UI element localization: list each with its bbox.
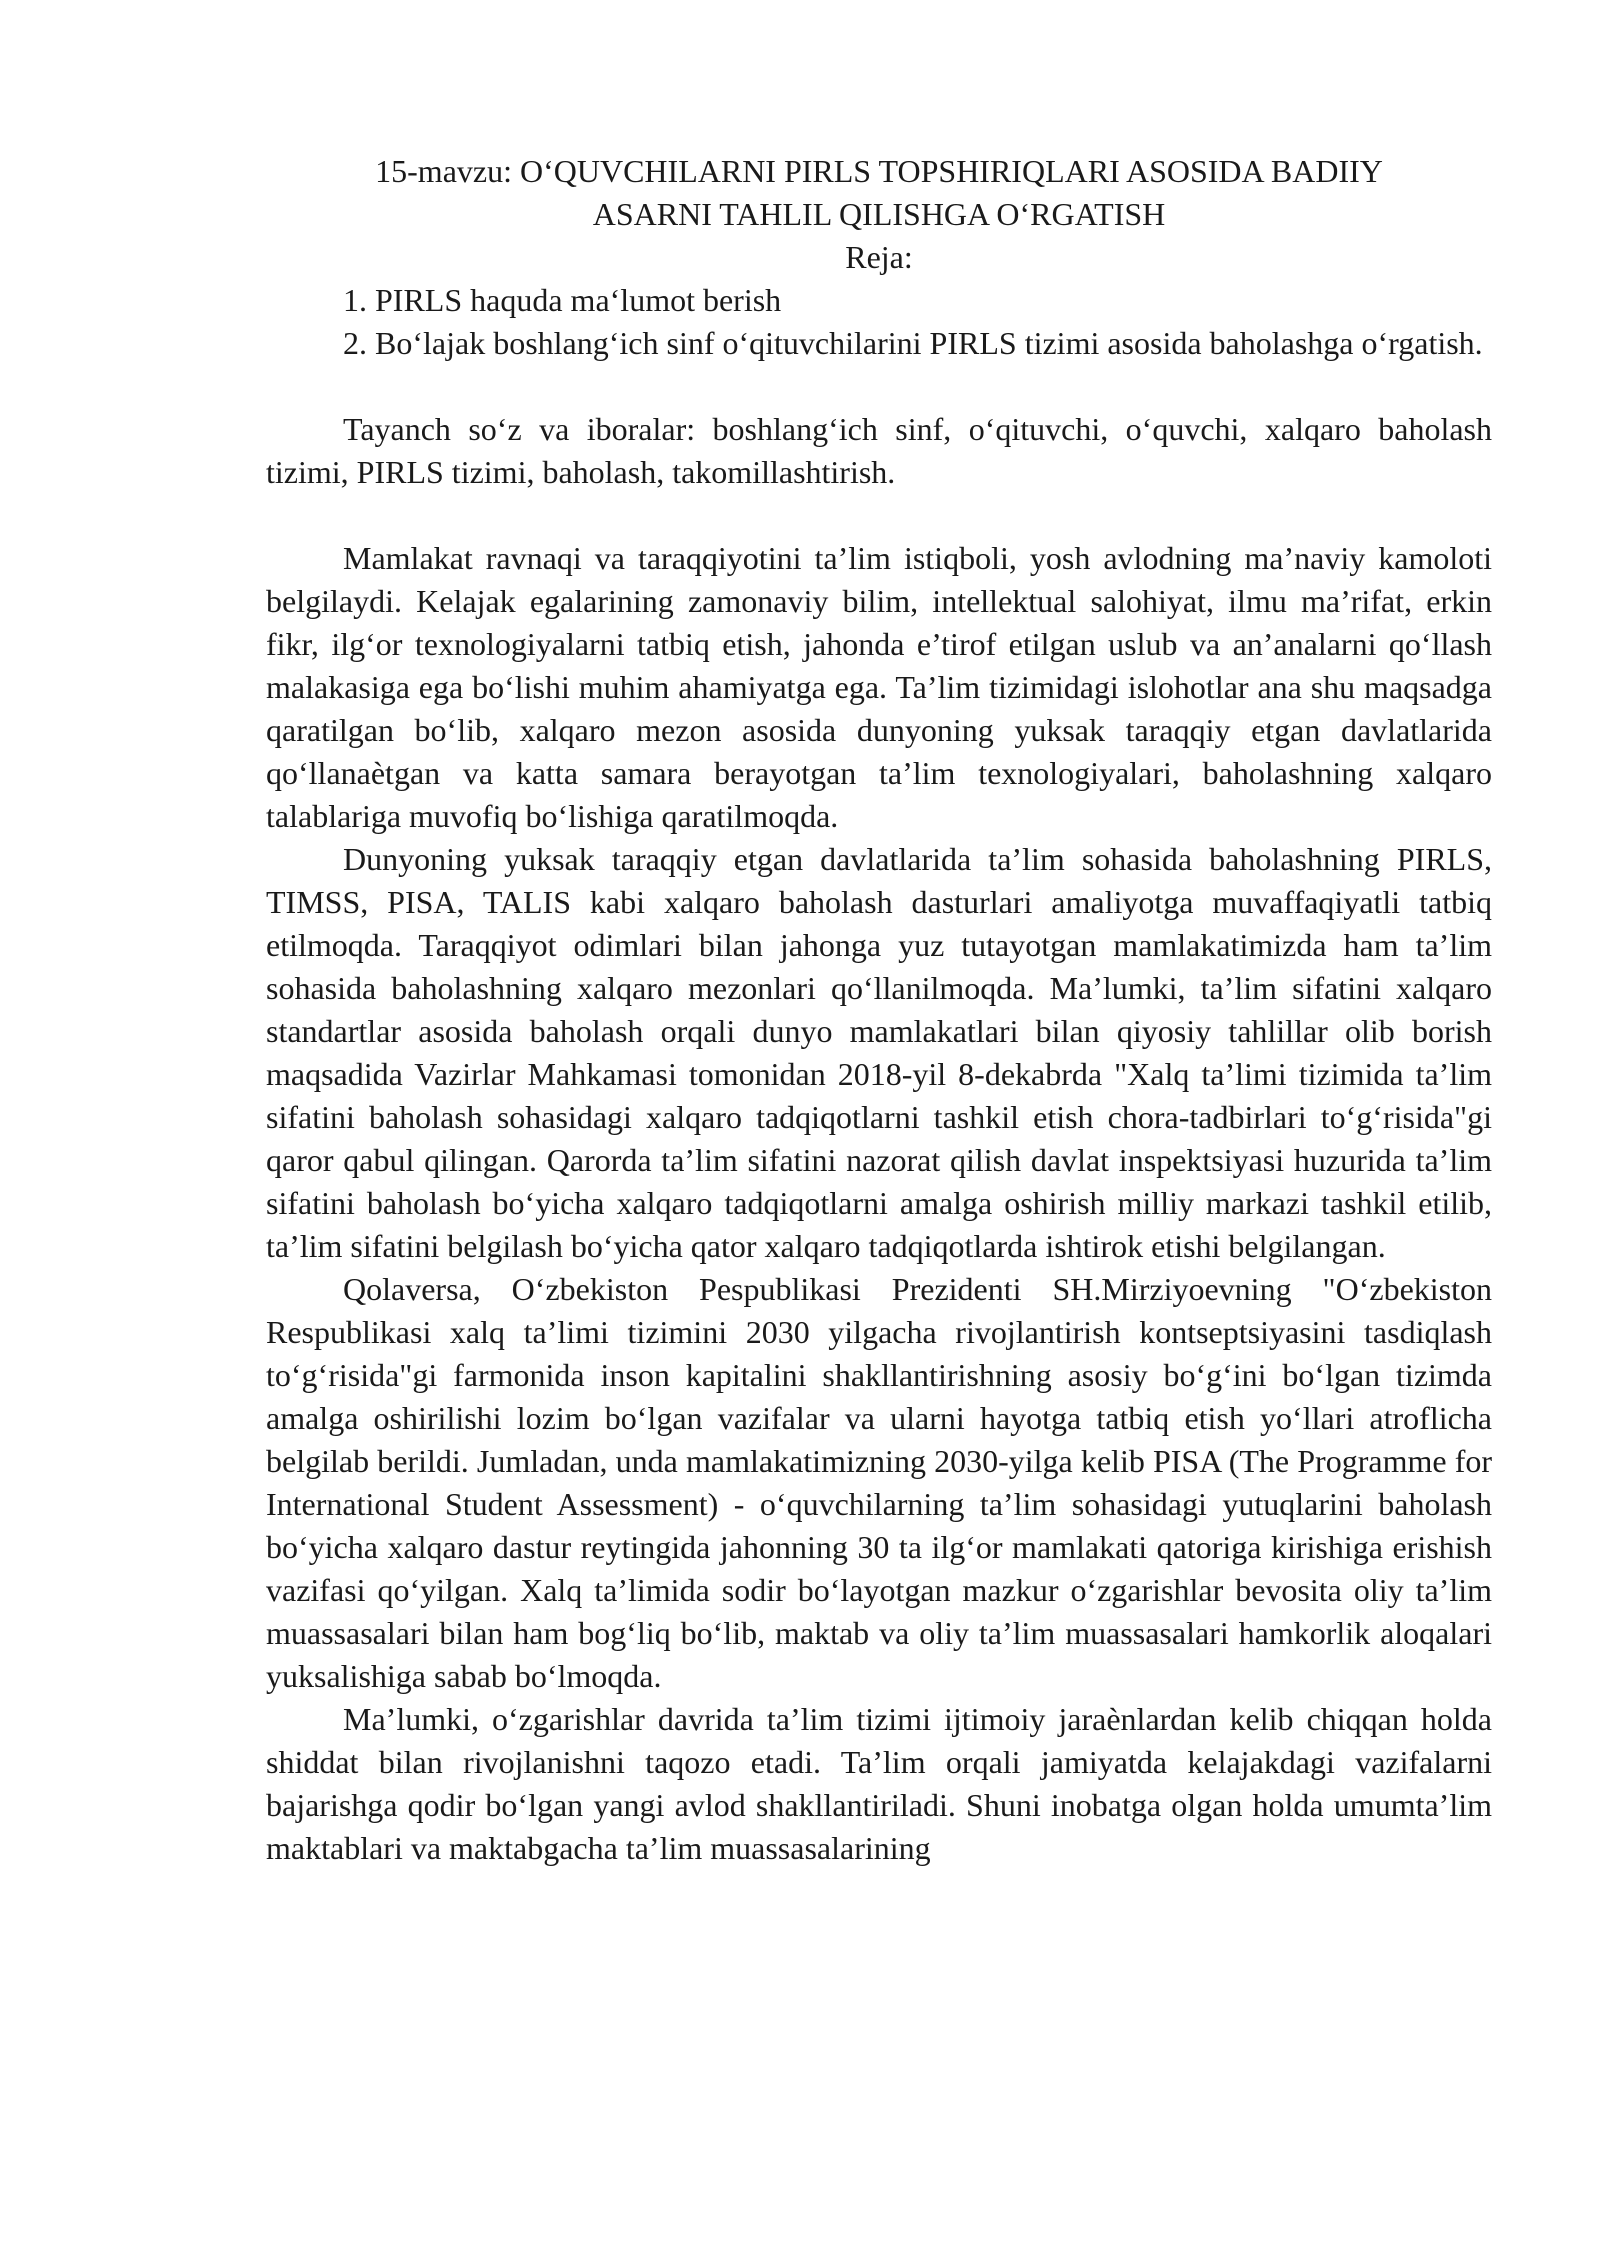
body-paragraph: Ma’lumki, o‘zgarishlar davrida ta’lim tizimi ijtimoiy jaraènlardan kelib chiqqan holda shiddat bilan rivojlanishni taqozo etadi. Ta’lim orqali jamiyatda kelajakdagi vazifalarni bajarishga qodir bo‘lgan yangi avlod shakllantiriladi. Shuni inobatga olgan holda umumta’lim maktablari va maktabgacha ta’lim muassasalarining xyxy=(266,1701,1492,1866)
body-paragraph: Qolaversa, O‘zbekiston Pespublikasi Prezidenti SH.Mirziyoevning "O‘zbekiston Respublikasi xalq ta’limi tizimini 2030 yilgacha rivojlantirish kontseptsiyasini tasdiqlash to‘g‘risida"gi farmonida inson kapitalini shakllantirishning asosiy bo‘g‘ini bo‘lgan tizimda amalga oshirilishi lozim bo‘lgan vazifalar va ularni hayotga tatbiq etish yo‘llari atroflicha belgilab berildi. Jumladan, unda mamlakatimizning 2030-yilga kelib PISA (The Programme for International Student Assessment) - o‘quvchilarning ta’lim sohasidagi yutuqlarini baholash bo‘yicha xalqaro dastur reytingida jahonning 30 ta ilg‘or mamlakati qatoriga kirishiga erishish vazifasi qo‘yilgan. Xalq ta’limida sodir bo‘layotgan mazkur o‘zgarishlar bevosita oliy ta’lim muassasalari bilan ham bog‘liq bo‘lib, maktab va oliy ta’lim muassasalari hamkorlik aloqalari yuksalishiga sabab bo‘lmoqda. xyxy=(266,1271,1492,1694)
body-paragraph: Dunyoning yuksak taraqqiy etgan davlatlarida ta’lim sohasida baholashning PIRLS, TIMSS, PISA, TALIS kabi xalqaro baholash dasturlari amaliyotga muvaffaqiyatli tatbiq etilmoqda. Taraqqiyot odimlari bilan jahonga yuz tutayotgan mamlakatimizda ham ta’lim sohasida baholashning xalqaro mezonlari qo‘llanilmoqda. Ma’lumki, ta’lim sifatini xalqaro standartlar asosida baholash orqali dunyo mamlakatlari bilan qiyosiy tahlillar olib borish maqsadida Vazirlar Mahkamasi tomonidan 2018-yil 8-dekabrda "Xalq ta’limi tizimida ta’lim sifatini baholash sohasidagi xalqaro tadqiqotlarni tashkil etish chora-tadbirlari to‘g‘risida"gi qaror qabul qilingan. Qarorda ta’lim sifatini nazorat qilish davlat inspektsiyasi huzurida ta’lim sifatini baholash bo‘yicha xalqaro tadqiqotlarni amalga oshirish milliy markazi tashkil etilib, ta’lim sifatini belgilash bo‘yicha qator xalqaro tadqiqotlarda ishtirok etishi belgilangan. xyxy=(266,841,1492,1264)
title-line-1: 15-mavzu: O‘QUVCHILARNI PIRLS TOPSHIRIQLARI ASOSIDA BADIIY xyxy=(375,153,1383,189)
plan-item: 2. Bo‘lajak boshlang‘ich sinf o‘qituvchilarini PIRLS tizimi asosida baholashga o‘rgatish. xyxy=(343,325,1483,361)
title-line-2: ASARNI TAHLIL QILISHGA O‘RGATISH xyxy=(592,196,1166,232)
document-title xyxy=(266,150,1492,236)
plan-item: 1. PIRLS haquda ma‘lumot berish xyxy=(343,282,782,318)
document-page xyxy=(266,150,1492,1870)
keywords-paragraph: Tayanch so‘z va iboralar: boshlang‘ich sinf, o‘qituvchi, o‘quvchi, xalqaro baholash tizimi, PIRLS tizimi, baholash, takomillashtirish. xyxy=(266,411,1492,490)
plan-heading: Reja: xyxy=(845,239,913,275)
plan-list xyxy=(266,279,1492,365)
spacer xyxy=(266,365,1492,408)
spacer xyxy=(266,494,1492,537)
body-paragraph: Mamlakat ravnaqi va taraqqiyotini ta’lim istiqboli, yosh avlodning ma’naviy kamoloti belgilaydi. Kelajak egalarining zamonaviy bilim, intellektual salohiyat, ilmu ma’rifat, erkin fikr, ilg‘or texnologiyalarni tatbiq etish, jahonda e’tirof etilgan uslub va an’analarni qo‘llash malakasiga ega bo‘lishi muhim ahamiyatga ega. Ta’lim tizimidagi islohotlar ana shu maqsadga qaratilgan bo‘lib, xalqaro mezon asosida dunyoning yuksak taraqqiy etgan davlatlarida qo‘llanaètgan va katta samara berayotgan ta’lim texnologiyalari, baholashning xalqaro talablariga muvofiq bo‘lishiga qaratilmoqda. xyxy=(266,540,1492,834)
